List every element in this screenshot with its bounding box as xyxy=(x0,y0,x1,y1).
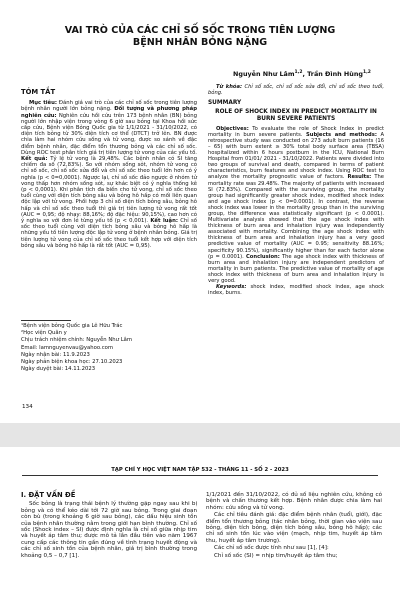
authors xyxy=(212,70,392,78)
date-received: Ngày nhận bài: 11.9.2023 xyxy=(21,351,90,358)
footnote-rule xyxy=(21,320,71,321)
methods-p2: Các chỉ tiêu đánh giá: đặc điểm bệnh nhân (tuổi, giới), đặc điểm tổn thương bỏng (tác nhân bỏng, thời gian vào viện sau bỏng, diện tích bỏng, diện tích bỏng sâu, bỏng hô hấp); các chỉ số sinh tồn lúc vào viện (mạch, nhịp tim, huyết áp tâm thu, huyết áp tâm trương). xyxy=(206,512,382,544)
author-2-affil: 1,2 xyxy=(362,70,371,75)
abstract-vietnamese xyxy=(21,89,197,249)
methods-p3: Các chỉ số sốc được tính như sau [1], [4]: xyxy=(214,545,329,552)
date-accepted: Ngày duyệt bài: 14.11.2023 xyxy=(21,366,96,373)
vietnamese-keywords: Từ khóa: Chỉ số sốc, chỉ số sốc sửa đổi, chỉ số sốc theo tuổi, bỏng. xyxy=(208,84,384,97)
abstract-body: Mục tiêu: Đánh giá vai trò của các chỉ số sốc trong tiên lượng bệnh nhân người lớn bỏng nặng. Đối tượng và phương pháp nghiên cứu: Nghiên cứu hồi cứu trên 173 bệnh nhân (BN) bỏng người lớn nhập viện trong vòng 6 giờ sau bỏng tại Khoa hồi sức cấp cứu, Bệnh viện Bỏng Quốc gia từ 1/1/2021 - 31/10/2022, có diện tích bỏng từ 30% diện tích cơ thể (DTCT) trở lên. BN được chia làm hai nhóm cứu sống và tử vong, được so sánh về đặc điểm bệnh nhân, đặc điểm tổn thương bỏng và các chỉ số sốc. Dùng ROC test phân tích giá trị tiên lượng tử vong của các yếu tố. Kết quả: Tỷ lệ tử vong là 29,48%. Các bệnh nhân có SI tăng chiếm đa số (72,83%). So với nhóm sống sót, nhóm tử vong có chỉ số sốc, chỉ số sốc sửa đổi và chỉ số sốc theo tuổi lớn hơn có ý nghĩa (p < 0=0,0001). Ngược lại, chỉ số sốc đảo ngược ở nhóm tử vong thấp hơn nhóm sống sót, sự khác biệt có ý nghĩa thống kê (p < 0,0001). Khi phân tích đa biến cho tử vong, chỉ số sốc theo tuổi cùng với diện tích bỏng sâu và bỏng hô hấp có mối liên quan độc lập với tử vong. Phối hợp 3 chỉ số diện tích bỏng sâu, bỏng hô hấp và chỉ số sốc theo tuổi thì giá trị tiên lượng tử vong rất tốt (AUC = 0,95; độ nhạy: 88,16%; độ đặc hiệu: 90,15%), cao hơn có ý nghĩa so với đơn lẻ từng yếu tố (p < 0,001). Kết luận: Chỉ số sốc theo tuổi cùng với diện tích bỏng sâu và bỏng hô hấp là những yếu tố tiên lượng độc lập tử vong ở bệnh nhân bỏng. Giá trị tiên lượng tử vong của chỉ số sốc theo tuổi kết hợp với diện tích bỏng sâu và bỏng hô hấp là rất tốt (AUC = 0,95). xyxy=(21,100,197,249)
author-1: Nguyễn Như Lâm xyxy=(233,70,295,79)
page-gap xyxy=(0,423,400,447)
footnote xyxy=(21,320,201,373)
introduction-body: Sốc bỏng là trạng thái bệnh lý thường gặp ngay sau khi bị bỏng và có thể kéo dài tới 72 giờ sau bỏng. Trong giai đoạn còn bù (trong khoảng 6 giờ sau bỏng), các dấu hiệu sinh tồn của bệnh nhân thường nằm trong giới hạn bình thường. Chỉ số sốc (Shock index – SI) được định nghĩa là chỉ số giữa nhịp tim và huyết áp tâm thu; được mô tả lần đầu tiên vào năm 1967 cung cấp các thông tin gần đúng về tình trạng huyết động và các chỉ số sinh tồn của bệnh nhân, giá trị bình thường trong khoảng 0,5 – 0,7 [1]. xyxy=(21,501,197,559)
english-title: ROLE OF SHOCK INDEX IN PREDICT MORTALITY IN BURN SEVERE PATIENTS xyxy=(215,109,377,123)
summary-heading: SUMMARY xyxy=(208,100,242,107)
author-2: , Trần Đình Hùng xyxy=(302,70,363,79)
methods-column xyxy=(206,492,382,560)
header-rule xyxy=(22,475,378,476)
article-page-2 xyxy=(0,447,400,600)
journal-header: TẠP CHÍ Y HỌC VIỆT NAM TẬP 532 - THÁNG 11 - SỐ 2 - 2023 xyxy=(111,467,289,473)
page-number: 134 xyxy=(22,404,33,410)
abstract-english xyxy=(208,84,384,296)
author-1-affil: 1,2 xyxy=(294,70,303,75)
affiliation-1: ¹Bệnh viện bỏng Quốc gia Lê Hữu Trác xyxy=(21,323,123,329)
introduction-heading: I. ĐẶT VẤN ĐỀ xyxy=(21,491,76,499)
corresponding-author: Chịu trách nhiệm chính: Nguyễn Như Lâm xyxy=(21,337,133,344)
date-reviewed: Ngày phản biện khoa học: 27.10.2023 xyxy=(21,359,123,366)
affiliation-2: ²Học viện Quân y xyxy=(21,330,67,337)
abstract-heading: TÓM TẮT xyxy=(21,88,56,96)
methods-p4: Chỉ số sốc (SI) = nhịp tim/huyết áp tâm thu; xyxy=(214,552,338,559)
introduction xyxy=(21,492,197,559)
summary-body: Objectives: To evaluate the role of Shock Index in predict mortality in burn severe patients. Subjects and methods: A retrospective study was conducted on 273 adult burn patients (16 – 65) with burn extent ≥ 30% total body surface area (TBSA) hospitalized within 6 hours postburn in the ICU, National Burn Hospital from 01/01/ 2021 - 31/10/2022. Patients were divided into two groups of survival and death, compared in terms of patient characteristics, burn features and shock index. Using ROC test to analyze the mortality prognostic value of factors. Results: The mortality rate was 29.48%. The majority of patients with increased SI (72.83%). Compared with the surviving group, the mortality group had significantly greater shock index, modified shock index and age shock index (p < 0=0.0001). In contrast, the reverse shock index was lower in the mortality group than in the surviving group, the difference was statistically significant (p < 0.0001). Multivariate analysis showed that the age shock index with thickness of burn area and inhalation injury was independently associated with mortality. Combining the age shock index with thickness of burn area and inhalation injury has a very good predictive value of mortality (AUC = 0.95; sensitivity 88.16%; specificity 90.15%), significantly higher than for each factor alone (p = 0.0001). Conclusion: The age shock index with thickness of burn area and inhalation injury are independent predictors of mortality in burn patients. The predictive value of mortality of age shock index with thickness of burn area and inhalation injury is very good. xyxy=(208,125,385,285)
email: Email: lamnguyenvau@yahoo.com xyxy=(21,344,114,351)
methods-p1: 1/1/2021 đến 31/10/2022, có đủ số liệu nghiên cứu, không có bệnh và chấn thương kết hợp. Bệnh nhân được chia làm hai nhóm: cứu sống và tử vong. xyxy=(206,492,382,511)
english-keywords: Keywords: shock index, modified shock index, age shock index, burns. xyxy=(208,284,384,297)
article-title: VAI TRÒ CỦA CÁC CHỈ SỐ SỐC TRONG TIÊN LƯỢNG BỆNH NHÂN BỎNG NẶNG xyxy=(64,25,336,48)
